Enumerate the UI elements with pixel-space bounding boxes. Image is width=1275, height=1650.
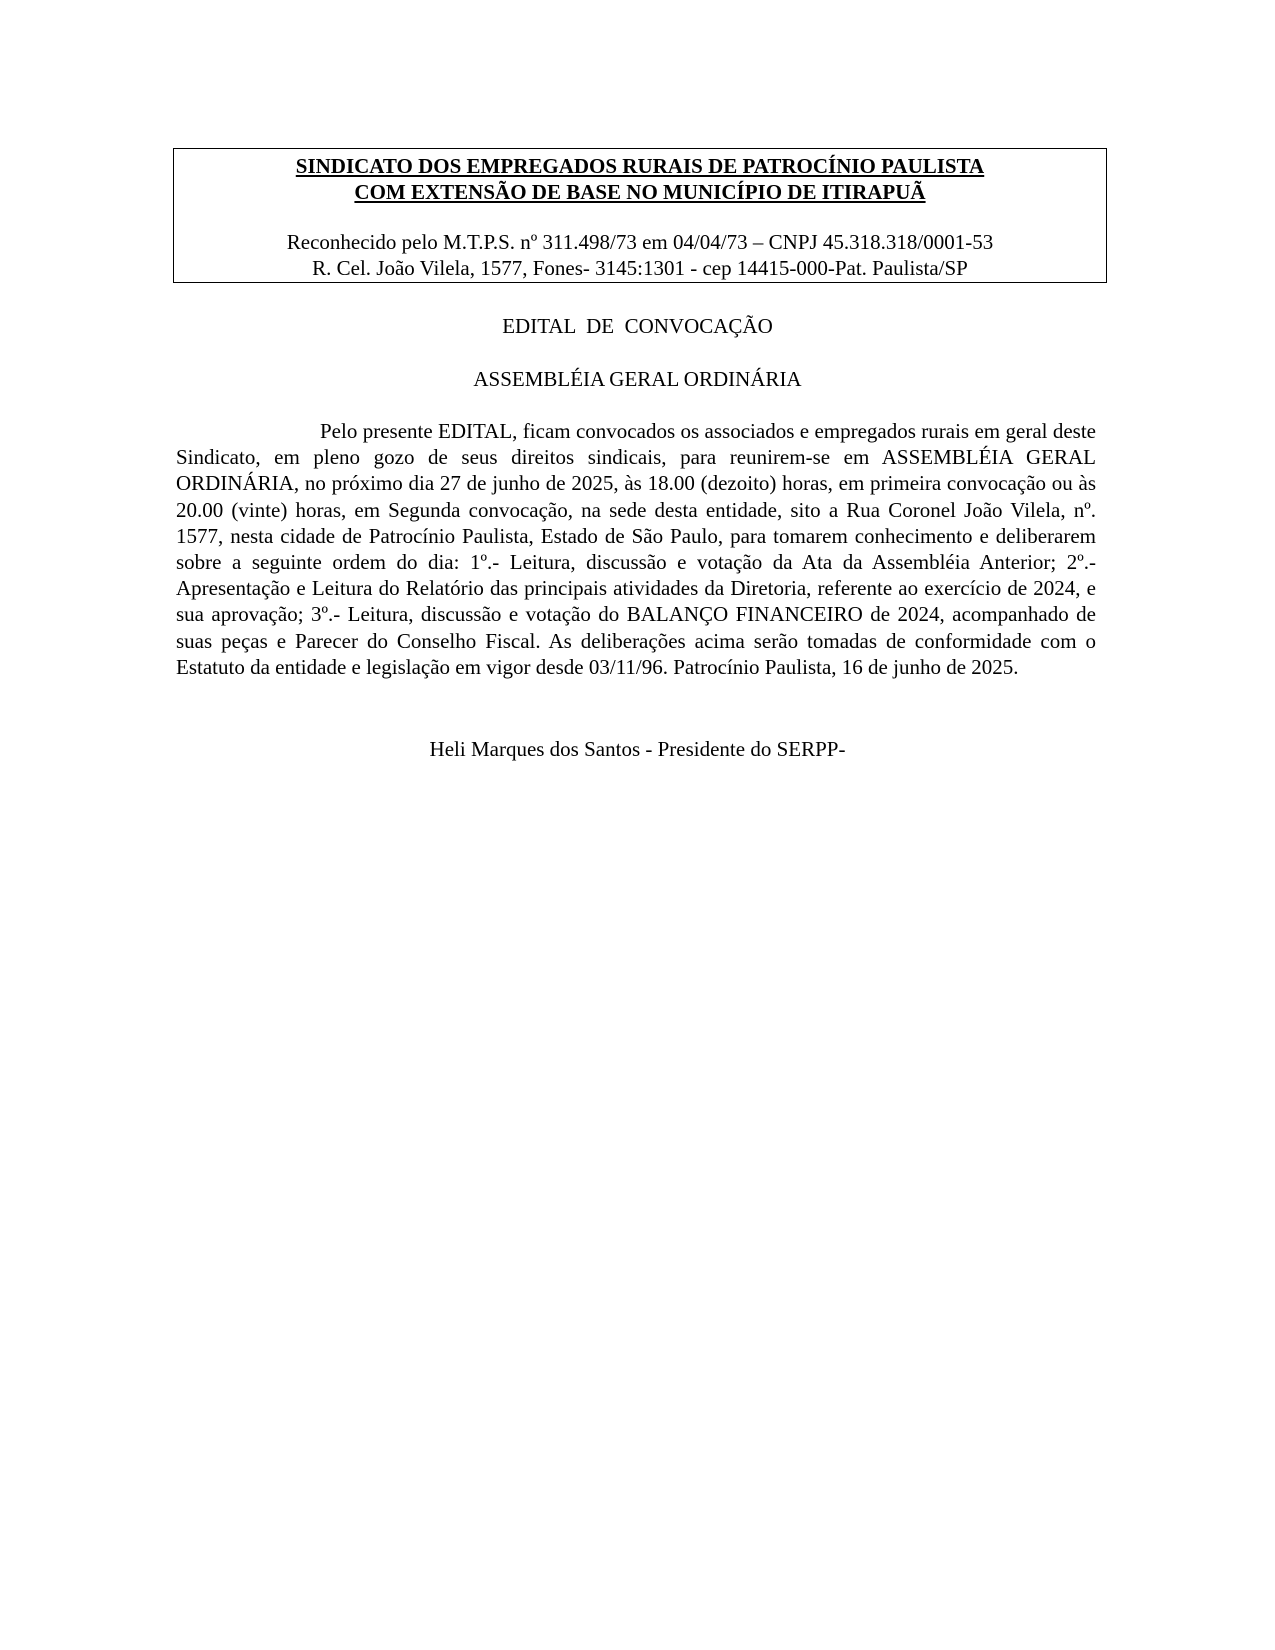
organization-name-line-1: SINDICATO DOS EMPREGADOS RURAIS DE PATROCÍNIO PAULISTA [295, 154, 985, 178]
organization-name-line-2: COM EXTENSÃO DE BASE NO MUNICÍPIO DE ITIRAPUÃ [354, 180, 926, 204]
notice-subtitle: ASSEMBLÉIA GERAL ORDINÁRIA [473, 367, 802, 391]
signature-line: Heli Marques dos Santos - Presidente do SERPP- [429, 737, 846, 761]
notice-title: EDITAL DE CONVOCAÇÃO [502, 314, 773, 338]
organization-details [174, 229, 1106, 281]
organization-address: R. Cel. João Vilela, 1577, Fones- 3145:1301 - cep 14415-000-Pat. Paulista/SP [312, 256, 968, 280]
notice-body: Pelo presente EDITAL, ficam convocados os associados e empregados rurais em geral deste Sindicato, em pleno gozo de seus direitos sindicais, para reunirem-se em ASSEMBLÉIA GERAL ORDINÁRIA, no próximo dia 27 de junho de 2025, às 18.00 (dezoito) horas, em primeira convocação ou às 20.00 (vinte) horas, em Segunda convocação, na sede desta entidade, sito a Rua Coronel João Vilela, nº. 1577, nesta cidade de Patrocínio Paulista, Estado de São Paulo, para tomarem conhecimento e deliberarem sobre a seguinte ordem do dia: 1º.- Leitura, discussão e votação da Ata da Assembléia Anterior; 2º.- Apresentação e Leitura do Relatório das principais atividades da Diretoria, referente ao exercício de 2024, e sua aprovação; 3º.- Leitura, discussão e votação do BALANÇO FINANCEIRO de 2024, acompanhado de suas peças e Parecer do Conselho Fiscal. As deliberações acima serão tomadas de conformidade com o Estatuto da entidade e legislação em vigor desde 03/11/96. Patrocínio Paulista, 16 de junho de 2025. [176, 419, 1096, 679]
registration-info: Reconhecido pelo M.T.P.S. nº 311.498/73 em 04/04/73 – CNPJ 45.318.318/0001-53 [286, 230, 994, 254]
letterhead-box [173, 148, 1107, 283]
organization-name [174, 153, 1106, 205]
